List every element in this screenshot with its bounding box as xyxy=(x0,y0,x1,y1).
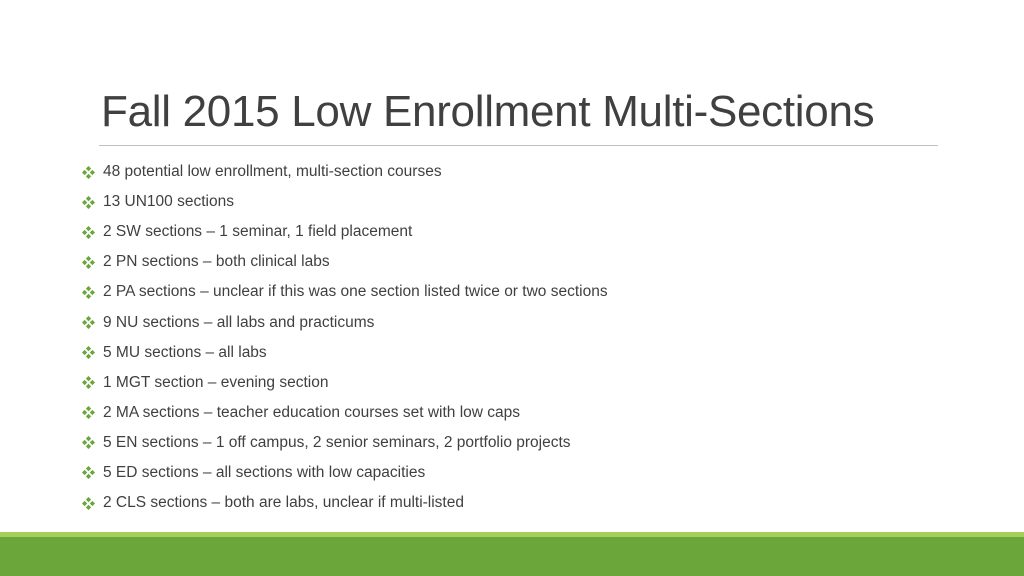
bullet-text: 2 MA sections – teacher education courses set with low caps xyxy=(103,403,520,421)
diamond-bullet-icon xyxy=(82,316,95,329)
title-divider xyxy=(99,145,938,146)
diamond-bullet-icon xyxy=(82,286,95,299)
list-item xyxy=(82,157,608,187)
list-item xyxy=(82,217,608,247)
diamond-bullet-icon xyxy=(82,376,95,389)
diamond-bullet-icon xyxy=(82,406,95,419)
bullet-text: 5 ED sections – all sections with low capacities xyxy=(103,463,426,481)
list-item xyxy=(82,488,608,518)
list-item xyxy=(82,458,608,488)
bullet-text: 9 NU sections – all labs and practicums xyxy=(103,313,375,331)
diamond-bullet-icon xyxy=(82,436,95,449)
slide-title: Fall 2015 Low Enrollment Multi-Sections xyxy=(101,87,875,136)
bullet-text: 1 MGT section – evening section xyxy=(103,373,329,391)
list-item xyxy=(82,187,608,217)
bullet-text: 2 SW sections – 1 seminar, 1 field placement xyxy=(103,223,413,241)
list-item xyxy=(82,338,608,368)
list-item xyxy=(82,428,608,458)
bullet-text: 2 PA sections – unclear if this was one section listed twice or two sections xyxy=(103,283,608,301)
list-item xyxy=(82,398,608,428)
list-item xyxy=(82,368,608,398)
diamond-bullet-icon xyxy=(82,497,95,510)
list-item xyxy=(82,307,608,337)
bullet-text: 48 potential low enrollment, multi-section courses xyxy=(103,163,442,181)
diamond-bullet-icon xyxy=(82,226,95,239)
bullet-text: 5 EN sections – 1 off campus, 2 senior seminars, 2 portfolio projects xyxy=(103,433,571,451)
list-item xyxy=(82,277,608,307)
bullet-text: 5 MU sections – all labs xyxy=(103,343,267,361)
diamond-bullet-icon xyxy=(82,166,95,179)
diamond-bullet-icon xyxy=(82,466,95,479)
bullet-text: 13 UN100 sections xyxy=(103,193,234,211)
bullet-list xyxy=(82,157,608,518)
bullet-text: 2 PN sections – both clinical labs xyxy=(103,253,330,271)
diamond-bullet-icon xyxy=(82,196,95,209)
diamond-bullet-icon xyxy=(82,346,95,359)
diamond-bullet-icon xyxy=(82,256,95,269)
footer-bar xyxy=(0,537,1024,576)
list-item xyxy=(82,247,608,277)
bullet-text: 2 CLS sections – both are labs, unclear if multi-listed xyxy=(103,494,464,512)
